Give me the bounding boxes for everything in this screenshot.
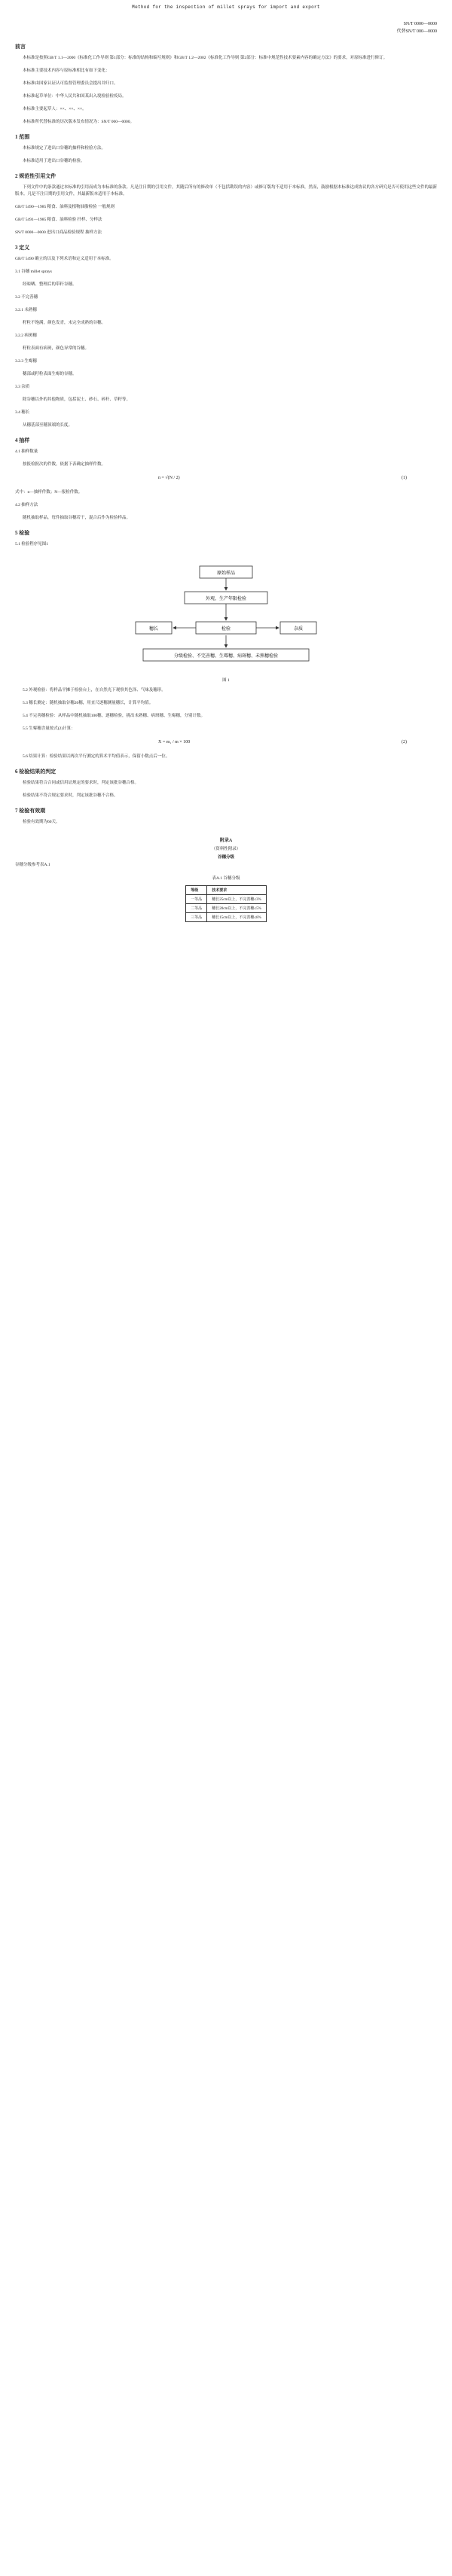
subsection-heading: 4.1 抽样数量	[15, 449, 38, 454]
section-para: 下列文件中的条款通过本标准的引用而成为本标准的条款。凡是注日期的引用文件，其随后所有的修改单（不包括勘误的内容）或修订版均不适用于本标准，然而，鼓励根据本标准达成协议的各方研究是否可使用这些文件的最新版本。凡是不注日期的引用文件，其最新版本适用于本标准。	[15, 185, 438, 196]
section-para: GB/T 5490 确立的以及下列术语和定义适用于本标准。	[15, 257, 114, 261]
section-title: 4 抽样	[15, 437, 30, 443]
flowchart-svg	[113, 556, 339, 668]
formula-expression: n = √(N / 2)	[158, 476, 180, 480]
flow-node-length: 穗长	[148, 627, 159, 632]
term-heading: 3.1 谷穗 millet sprays	[15, 269, 52, 274]
foreword-para: 本标准主要技术内容与原标准相比有如下变化：	[23, 69, 110, 73]
foreword-title: 前言	[15, 44, 26, 50]
section-para: 5.4 不完善穗检验：从样品中随机抽取100穗，逐穗检验，挑出未熟穗、病斑穗、生霉穗，分别计数。	[23, 714, 206, 718]
table-cell: 三等品	[186, 913, 207, 922]
section-title: 1 范围	[15, 134, 30, 140]
table-row	[186, 913, 267, 922]
section-title: 2 规范性引用文件	[15, 173, 56, 179]
table-cell: 穗长20cm以上，不完善穗≤5%	[207, 904, 267, 913]
term-definition: 籽粒表面有病斑，颜色异常的谷穗。	[23, 346, 90, 351]
section-para: 5.6 结果计算：检验结果以两次平行测定的算术平均值表示，保留小数点后一位。	[23, 754, 170, 759]
section-para: 本标准规定了进出口谷穗的抽样和检验方法。	[23, 146, 106, 151]
grading-table	[185, 885, 267, 922]
table-cell: 一等品	[186, 895, 207, 904]
term-heading: 3.4 穗长	[15, 410, 30, 415]
term-definition: 籽粒不饱满，颜色发青，未完全成熟的谷穗。	[23, 321, 106, 325]
table-header-cell: 技术要求	[207, 886, 267, 895]
table-cell: 二等品	[186, 904, 207, 913]
flow-node-sample: 原始样品	[216, 571, 236, 576]
table-cell: 穗长25cm以上，不完善穗≤3%	[207, 895, 267, 904]
replaces-note: 代替SN/T 000—0000	[396, 29, 437, 34]
appendix-title: 谷穗分级	[217, 855, 234, 860]
formula-number: (2)	[402, 740, 407, 744]
section-para: 检验结果不符合规定要求时，判定该批谷穗不合格。	[23, 793, 118, 798]
term-heading: 3.2 不完善穗	[15, 295, 38, 300]
term-heading: 3.2.2 病斑穗	[15, 333, 37, 338]
term-definition: 从穗基部至穗顶端的长度。	[23, 423, 73, 428]
reference-item: GB/T 5491—1985 粮食、油料检验 扦样、分样法	[15, 218, 102, 222]
table-row	[186, 904, 267, 913]
foreword-para: 本标准是按照GB/T 1.1—2000《标准化工作导则 第1部分：标准的结构和编写规则》和GB/T 1.2—2002《标准化工作导则 第2部分：标准中规范性技术要素内容的确定方法》的要求，对原标准进行修订。	[23, 56, 388, 60]
formula-1	[15, 476, 437, 480]
section-title: 3 定义	[15, 245, 30, 251]
section-title: 7 检验有效期	[15, 808, 46, 814]
section-para: 5.5 生霉穗含量按式(2)计算：	[23, 726, 75, 731]
term-definition: 经晾晒、整理后的带秆谷穗。	[23, 282, 77, 287]
section-para: 5.3 穗长测定：随机抽取谷穗20穗，用直尺逐穗测量穗长，计算平均值。	[23, 701, 154, 705]
reference-item: GB/T 5490—1985 粮食、油料及植物油脂检验 一般规则	[15, 205, 115, 209]
inspection-flowchart	[113, 556, 339, 672]
section-para: 本标准适用于进出口谷穗的检验。	[23, 159, 85, 163]
section-title: 5 检验	[15, 530, 30, 536]
term-definition: 除谷穗以外的其他物质，包括泥土、砂石、碎秆、草籽等。	[23, 397, 131, 402]
table-row	[186, 895, 267, 904]
foreword-para: 本标准所代替标准的历次版本发布情况为：SN/T 000—0000。	[23, 120, 134, 124]
appendix-label: 附录A	[219, 839, 233, 843]
flow-node-grading: 分级检验、不完善穗、生霉穗、病斑穗、未熟穗检验	[173, 654, 279, 659]
formula-2	[15, 740, 437, 744]
standard-code: SN/T 0000—0000	[403, 22, 437, 26]
section-para: 5.2 外观检验：将样品平摊于检验台上，在自然光下观察其色泽、气味及穗形。	[23, 688, 166, 693]
table-caption: 表A.1 谷穗分级	[212, 876, 240, 881]
term-heading: 3.3 杂质	[15, 385, 30, 389]
foreword-para: 本标准起草单位：中华人民共和国某出入境检验检疫局。	[23, 94, 127, 99]
section-para: 5.1 检验程序见图1	[15, 542, 49, 547]
figure-caption: 图 1	[222, 678, 230, 683]
foreword-para: 本标准主要起草人：××、××、××。	[23, 107, 87, 111]
section-para: 检验有效期为60天。	[23, 820, 60, 824]
subsection-heading: 4.2 抽样方法	[15, 503, 38, 507]
formula-legend: 式中：n—抽样件数；N—报检件数。	[15, 490, 83, 495]
flow-node-appearance: 外观、生产年限检验	[205, 597, 247, 601]
table-header-row	[186, 886, 267, 895]
table-cell: 穗长15cm以上，不完善穗≤8%	[207, 913, 267, 922]
document-page	[15, 0, 437, 922]
section-para: 检验结果符合合同或信用证规定的要求时，判定该批谷穗合格。	[23, 781, 139, 785]
formula-number: (1)	[402, 476, 407, 480]
foreword-para: 本标准由国家认证认可监督管理委员会提出并归口。	[23, 81, 118, 86]
term-heading: 3.2.3 生霉穗	[15, 359, 37, 364]
section-title: 6 检验结果的判定	[15, 769, 56, 775]
section-para: 随机抽取样品，每件抽取谷穗若干，混合后作为检验样品。	[23, 516, 131, 520]
formula-expression: X = m₁ / m × 100	[158, 740, 191, 744]
reference-item: SN/T 0000—0000 进出口商品检验规程 抽样方法	[15, 230, 102, 235]
appendix-kind: （资料性附录）	[211, 847, 241, 851]
table-header-cell: 等级	[186, 886, 207, 895]
appendix-intro: 谷穗分级参考表A.1	[15, 863, 50, 867]
running-title: Method for the inspection of millet sprays for import and export	[132, 5, 320, 10]
flow-node-inspect: 检验	[221, 627, 231, 632]
term-heading: 3.2.1 未熟穗	[15, 308, 37, 312]
flow-node-impurity: 杂质	[293, 627, 304, 632]
term-definition: 穗部或籽粒表面生霉的谷穗。	[23, 372, 77, 376]
section-para: 按报检批次的件数，依据下表确定抽样件数。	[23, 462, 106, 467]
